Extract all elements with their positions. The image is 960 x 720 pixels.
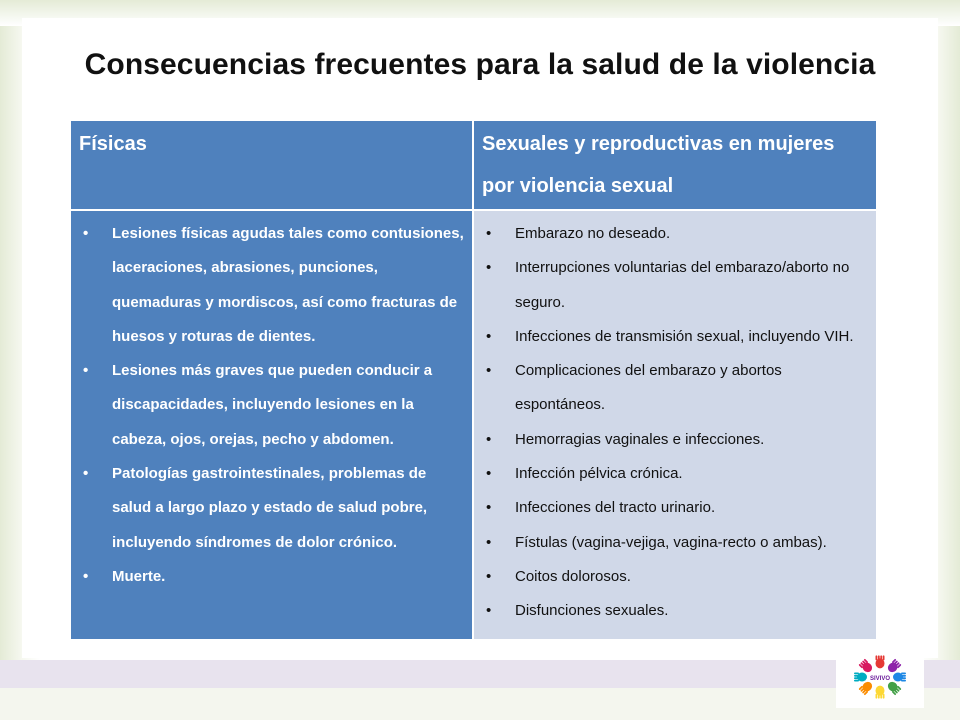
list-item-text: Infecciones de transmisión sexual, incluyendo VIH. — [515, 327, 854, 345]
list-item — [79, 457, 464, 560]
bullet-icon: • — [486, 602, 492, 620]
bullet-icon: • — [83, 225, 89, 242]
list-item — [482, 526, 868, 560]
bullet-icon: • — [83, 567, 89, 585]
consequences-table — [69, 119, 878, 641]
list-item-text: Fístulas (vagina-vejiga, vagina-recto o ambas). — [515, 533, 827, 551]
list-item — [482, 560, 868, 594]
list-item-text: Coitos dolorosos. — [515, 567, 631, 585]
list-item-text: Embarazo no deseado. — [515, 225, 671, 242]
bullet-icon: • — [486, 259, 492, 277]
header-sexuales: Sexuales y reproductivas en mujeres por violencia sexual — [473, 120, 877, 210]
list-item-text: Patologías gastrointestinales, problemas de salud a largo plazo y estado de salud pobre, incluyendo síndromes de dolor crónico. — [112, 465, 428, 551]
sivivo-logo — [836, 646, 924, 708]
list-item — [482, 251, 868, 320]
list-item — [482, 217, 868, 251]
bullet-icon: • — [83, 362, 89, 380]
cell-fisicas — [70, 210, 473, 640]
list-item — [79, 560, 464, 594]
cell-sexuales — [473, 210, 877, 640]
table-body-row — [70, 210, 877, 640]
list-item-text: Disfunciones sexuales. — [515, 602, 669, 620]
list-item — [482, 320, 868, 354]
list-item-text: Lesiones físicas agudas tales como contusiones, laceraciones, abrasiones, punciones, quemaduras y mordiscos, así como fracturas de huesos y roturas de dientes. — [112, 225, 464, 345]
bullet-icon: • — [486, 225, 492, 242]
bullet-icon: • — [486, 567, 492, 585]
list-item — [79, 217, 464, 354]
bullet-icon: • — [486, 533, 492, 551]
bullet-icon: • — [486, 465, 492, 483]
list-item — [79, 354, 464, 457]
slide-title: Consecuencias frecuentes para la salud de la violencia — [84, 48, 876, 81]
bullet-icon: • — [486, 362, 492, 380]
list-sexuales — [474, 211, 876, 639]
table-header-row — [70, 120, 877, 210]
header-fisicas: Físicas — [70, 120, 473, 210]
footer-area — [0, 688, 960, 720]
hands-logo-icon — [836, 646, 924, 708]
bullet-icon: • — [486, 430, 492, 448]
list-fisicas — [71, 211, 472, 604]
list-item-text: Hemorragias vaginales e infecciones. — [515, 430, 765, 448]
list-item-text: Lesiones más graves que pueden conducir a discapacidades, incluyendo lesiones en la cabeza, ojos, orejas, pecho y abdomen. — [112, 362, 433, 448]
bullet-icon: • — [486, 499, 492, 517]
list-item-text: Infecciones del tracto urinario. — [515, 499, 716, 517]
footer-band — [0, 660, 960, 688]
list-item — [482, 457, 868, 491]
svg-text:SIVIVO: SIVIVO — [869, 676, 891, 682]
list-item — [482, 594, 868, 628]
bullet-icon: • — [486, 327, 492, 345]
list-item-text: Complicaciones del embarazo y abortos espontáneos. — [515, 362, 782, 414]
list-item-text: Interrupciones voluntarias del embarazo/aborto no seguro. — [515, 259, 850, 311]
list-item-text: Muerte. — [112, 567, 166, 585]
list-item — [482, 423, 868, 457]
list-item-text: Infección pélvica crónica. — [515, 465, 683, 483]
list-item — [482, 491, 868, 525]
list-item — [482, 354, 868, 423]
bullet-icon: • — [83, 465, 89, 483]
